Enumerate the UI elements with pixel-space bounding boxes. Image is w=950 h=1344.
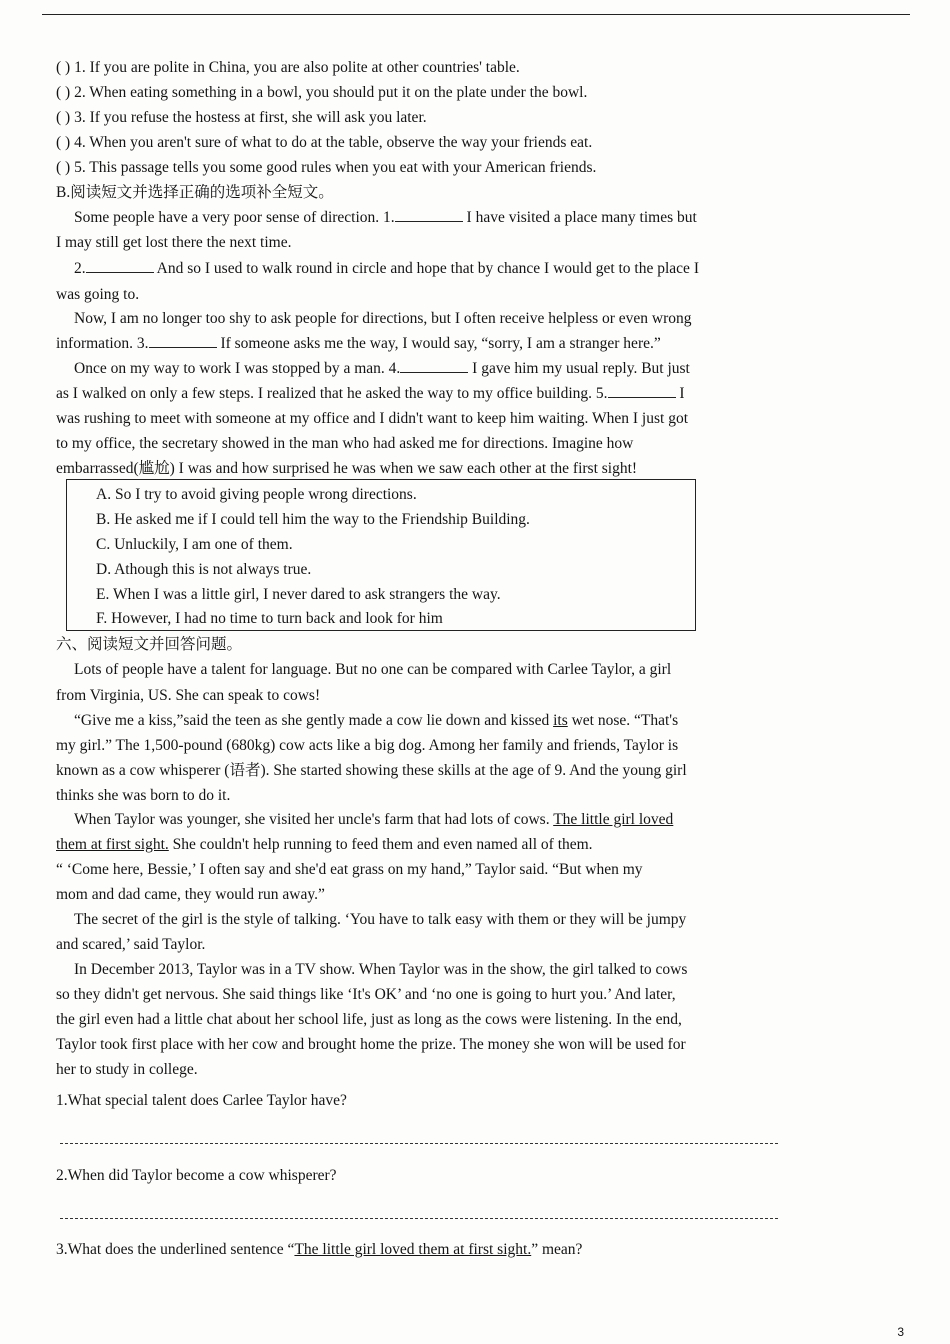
question-2: 2.When did Taylor become a cow whisperer? (56, 1167, 337, 1184)
top-rule (42, 14, 910, 15)
passage-b-line: was going to. (56, 286, 140, 303)
passage-6-line: from Virginia, US. She can speak to cows! (56, 687, 321, 704)
passage-b-line: embarrassed(尴尬) I was and how surprised he was when we saw each other at the first sight! (56, 460, 638, 477)
passage-6-line: the girl even had a little chat about her school life, just as long as the cows were listening. In the end, (56, 1011, 682, 1028)
passage-b-line: Once on my way to work I was stopped by a man. 4. I gave him my usual reply. But just (74, 360, 690, 377)
passage-6-line: mom and dad came, they would run away.” (56, 886, 325, 903)
passage-6-line: known as a cow whisperer (语者). She started showing these skills at the age of 9. And the young girl (56, 762, 687, 779)
tf-question-5: ( ) 5. This passage tells you some good rules when you eat with your American friends. (56, 159, 597, 176)
passage-6-line: her to study in college. (56, 1061, 198, 1078)
passage-b-line: information. 3. If someone asks me the way, I would say, “sorry, I am a stranger here.” (56, 335, 661, 352)
blank-1[interactable] (395, 208, 463, 222)
tf-question-2: ( ) 2. When eating something in a bowl, you should put it on the plate under the bowl. (56, 84, 588, 101)
passage-6-line: Lots of people have a talent for language. But no one can be compared with Carlee Taylor, a girl (74, 661, 672, 678)
passage-6-line: my girl.” The 1,500-pound (680kg) cow acts like a big dog. Among her family and friends, Taylor is (56, 737, 679, 754)
blank-2[interactable] (86, 259, 154, 273)
passage-6-line: “Give me a kiss,”said the teen as she gently made a cow lie down and kissed its wet nose. “That's (74, 712, 679, 729)
tf-question-4: ( ) 4. When you aren't sure of what to do at the table, observe the way your friends eat. (56, 134, 593, 151)
underlined-sentence: The little girl loved (553, 811, 674, 828)
passage-6-line: In December 2013, Taylor was in a TV show. When Taylor was in the show, the girl talked to cows (74, 961, 688, 978)
blank-4[interactable] (400, 359, 468, 373)
tf-question-3: ( ) 3. If you refuse the hostess at first, she will ask you later. (56, 109, 427, 126)
blank-3[interactable] (149, 334, 217, 348)
option-c: C. Unluckily, I am one of them. (96, 536, 293, 553)
passage-b-line: as I walked on only a few steps. I realized that he asked the way to my office building. 5. I (56, 385, 685, 402)
option-a: A. So I try to avoid giving people wrong directions. (96, 486, 417, 503)
section-b-heading: B.阅读短文并选择正确的选项补全短文。 (56, 184, 334, 201)
option-f: F. However, I had no time to turn back and look for him (96, 610, 443, 627)
passage-6-line: The secret of the girl is the style of talking. ‘You have to talk easy with them or they will be jumpy (74, 911, 687, 928)
passage-b-line: Some people have a very poor sense of direction. 1. I have visited a place many times but (74, 209, 697, 226)
answer-line-2[interactable] (60, 1218, 778, 1219)
passage-b-line: to my office, the secretary showed in the man who had asked me for directions. Imagine how (56, 435, 634, 452)
question-3: 3.What does the underlined sentence “The little girl loved them at first sight.” mean? (56, 1241, 583, 1258)
passage-6-line: and scared,’ said Taylor. (56, 936, 206, 953)
passage-b-line: Now, I am no longer too shy to ask people for directions, but I often receive helpless or even wrong (74, 310, 692, 327)
passage-6-line: “ ‘Come here, Bessie,’ I often say and she'd eat grass on my hand,” Taylor said. “But when my (56, 861, 643, 878)
passage-6-line: Taylor took first place with her cow and brought home the prize. The money she won will be used for (56, 1036, 686, 1053)
answer-line-1[interactable] (60, 1143, 778, 1144)
question-1: 1.What special talent does Carlee Taylor have? (56, 1092, 347, 1109)
option-b: B. He asked me if I could tell him the way to the Friendship Building. (96, 511, 530, 528)
tf-question-1: ( ) 1. If you are polite in China, you are also polite at other countries' table. (56, 59, 520, 76)
page-number: 3 (897, 1325, 904, 1339)
option-e: E. When I was a little girl, I never dared to ask strangers the way. (96, 586, 501, 603)
underlined-sentence: them at first sight. (56, 836, 169, 853)
option-d: D. Athough this is not always true. (96, 561, 312, 578)
passage-6-line: thinks she was born to do it. (56, 787, 231, 804)
passage-b-line: was rushing to meet with someone at my office and I didn't want to keep him waiting. When I just got (56, 410, 689, 427)
passage-b-line: I may still get lost there the next time. (56, 234, 292, 251)
passage-6-line: them at first sight. She couldn't help running to feed them and even named all of them. (56, 836, 593, 853)
blank-5[interactable] (608, 384, 676, 398)
section-6-heading: 六、阅读短文并回答问题。 (56, 636, 243, 653)
passage-6-line: When Taylor was younger, she visited her uncle's farm that had lots of cows. The little girl loved (74, 811, 674, 828)
passage-6-line: so they didn't get nervous. She said things like ‘It's OK’ and ‘no one is going to hurt you.’ And later, (56, 986, 676, 1003)
passage-b-line: 2. And so I used to walk round in circle and hope that by chance I would get to the place I (74, 260, 699, 277)
